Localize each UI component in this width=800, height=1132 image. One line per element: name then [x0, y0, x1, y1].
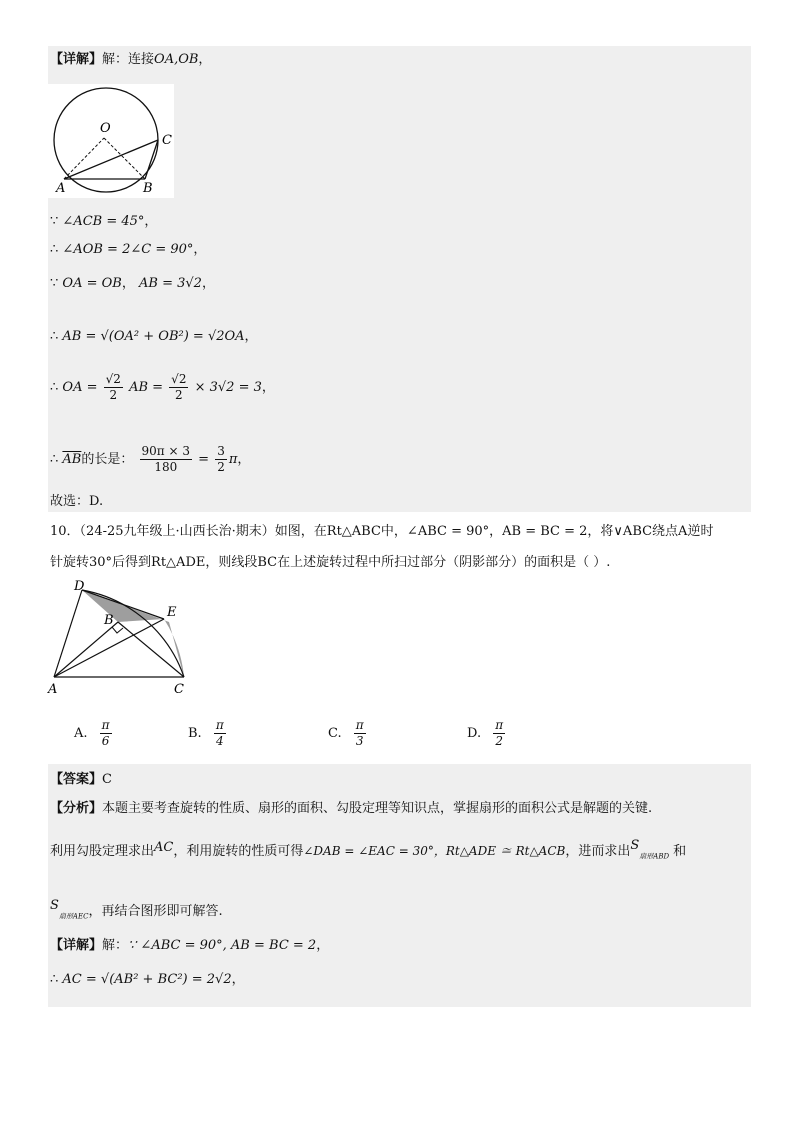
- fraction-denominator: 180: [154, 460, 178, 474]
- step-2: [50, 242, 206, 258]
- therefore-symbol: ∴: [50, 972, 59, 987]
- analysis-tag: 【分析】: [50, 801, 103, 816]
- fraction-denominator: 4: [215, 734, 224, 748]
- fraction-numerator: π: [215, 718, 224, 732]
- detail-line: [50, 52, 211, 68]
- right-angle-mark: [112, 627, 123, 633]
- step-4-expr: AB = √(OA² + OB²) = √2OA: [62, 329, 245, 344]
- step-5-lhs: OA =: [62, 380, 98, 395]
- fraction: [169, 372, 188, 403]
- label-O: O: [100, 121, 111, 136]
- segment-AC-label: AC: [154, 840, 174, 855]
- fraction-denominator: 3: [355, 734, 364, 748]
- circle-figure: [48, 84, 174, 198]
- fraction-numerator: π: [101, 718, 110, 732]
- fraction: [100, 718, 112, 749]
- text: 利用勾股定理求出: [50, 844, 155, 859]
- comma: ，: [244, 329, 258, 344]
- detail-line-2: [50, 938, 329, 954]
- label-B: B: [143, 181, 153, 196]
- rotation-figure: [44, 578, 194, 700]
- step-3-expr-b: AB = 3√2: [139, 276, 202, 291]
- step-1: [50, 214, 157, 230]
- detail-prefix: 解：: [102, 938, 129, 953]
- fraction: [493, 718, 505, 749]
- comma: ，: [193, 242, 207, 257]
- option-a[interactable]: [74, 718, 114, 749]
- arc-AB: $\overline{AB}$: [62, 452, 82, 467]
- option-d[interactable]: [467, 718, 507, 749]
- step-1-expr: ∠ACB = 45°: [62, 214, 145, 229]
- equals: =: [198, 452, 210, 467]
- answer-tag: 【答案】: [50, 772, 103, 787]
- connect-segments: OA,OB: [154, 52, 199, 67]
- step-6: [50, 444, 250, 475]
- step-5: [50, 372, 275, 403]
- text: 和: [673, 844, 687, 859]
- option-letter: A.: [74, 726, 88, 741]
- answer-line: [50, 772, 112, 788]
- label-A: A: [56, 181, 66, 196]
- fraction-denominator: 2: [217, 460, 225, 474]
- step-5-rhs: × 3√2 = 3: [194, 380, 262, 395]
- question-10-line-1: 10．（24-25九年级上·山西长治·期末）如图，在Rt△ABC中，∠ABC = 90°，AB = BC = 2，将∨ABC绕点A逆时: [50, 524, 714, 539]
- comma: ，: [198, 52, 212, 67]
- fraction-numerator: 90π × 3: [141, 444, 191, 458]
- choose-line: 故选：D.: [50, 494, 104, 509]
- fraction: [215, 444, 227, 475]
- therefore-symbol: ∴: [50, 452, 59, 467]
- analysis-line-3: [50, 898, 223, 921]
- option-letter: D.: [467, 726, 482, 741]
- fraction-numerator: π: [355, 718, 364, 732]
- step-4: [50, 329, 258, 345]
- fraction-denominator: 2: [174, 388, 183, 402]
- area-symbol: S: [630, 838, 640, 853]
- analysis-text: 本题主要考查旋转的性质、扇形的面积、勾股定理等知识点，掌握扇形的面积公式是解题的关键.: [102, 801, 653, 816]
- text: ，进而求出: [565, 844, 631, 859]
- area-symbol: S: [50, 898, 59, 913]
- analysis-line-2: [50, 838, 686, 861]
- comma: ，: [144, 214, 158, 229]
- label-C: C: [162, 133, 172, 148]
- fraction-denominator: 6: [101, 734, 110, 748]
- therefore-symbol: ∴: [50, 380, 59, 395]
- therefore-symbol: ∴: [50, 242, 59, 257]
- fraction-numerator: 3: [217, 444, 225, 458]
- detail-prefix: 解：连接: [102, 52, 155, 67]
- fraction: [140, 444, 192, 475]
- option-c[interactable]: [328, 718, 368, 749]
- step-3-expr-a: OA = OB: [62, 276, 122, 291]
- fraction-denominator: 2: [495, 734, 503, 748]
- final-expr: AC = √(AB² + BC²) = 2√2: [62, 972, 232, 987]
- answer-value: C: [102, 772, 112, 787]
- label-C: C: [174, 682, 184, 697]
- label-A: A: [48, 682, 58, 697]
- detail-tag: 【详解】: [50, 938, 103, 953]
- fraction: [104, 372, 123, 403]
- text: ，再结合图形即可解答.: [88, 904, 223, 919]
- text: ，利用旋转的性质可得: [173, 844, 304, 859]
- detail-tag: 【详解】: [50, 52, 103, 67]
- label-D: D: [74, 579, 85, 594]
- fraction-numerator: √2: [105, 372, 121, 386]
- step-3: [50, 276, 215, 292]
- comma: ，: [121, 276, 135, 291]
- because-symbol: ∵: [50, 214, 59, 229]
- option-letter: B.: [188, 726, 202, 741]
- step-5-mid: AB =: [129, 380, 164, 395]
- pi: π: [228, 452, 238, 467]
- fraction: [214, 718, 226, 749]
- comma: ，: [237, 452, 251, 467]
- fraction: [354, 718, 366, 749]
- area-subscript: 扇形AEC: [58, 912, 89, 921]
- area-subscript: 扇形ABD: [639, 852, 670, 861]
- option-b[interactable]: [188, 718, 228, 749]
- segment-AB: [54, 622, 118, 677]
- because-symbol: ∵: [50, 276, 59, 291]
- question-10-line-2: 针旋转30°后得到Rt△ADE，则线段BC在上述旋转过程中所扫过部分（阴影部分）的面积是（ ）.: [50, 555, 611, 570]
- option-letter: C.: [328, 726, 342, 741]
- detail-expr: ∵ ∠ABC = 90°, AB = BC = 2: [128, 938, 317, 953]
- comma: ，: [316, 938, 330, 953]
- segment-BC: [118, 622, 184, 677]
- analysis-line: [50, 801, 652, 817]
- label-B: B: [104, 613, 114, 628]
- comma: ，: [261, 380, 275, 395]
- fraction-denominator: 2: [109, 388, 118, 402]
- rotation-expr: ∠DAB = ∠EAC = 30°，Rt△ADE ≅ Rt△ACB: [303, 844, 566, 858]
- comma: ，: [231, 972, 245, 987]
- step-2-expr: ∠AOB = 2∠C = 90°: [62, 242, 194, 257]
- step-6-text: 的长是：: [81, 452, 134, 467]
- comma: ，: [201, 276, 215, 291]
- final-line: [50, 972, 245, 988]
- therefore-symbol: ∴: [50, 329, 59, 344]
- fraction-numerator: √2: [171, 372, 187, 386]
- label-E: E: [167, 605, 177, 620]
- fraction-numerator: π: [495, 718, 504, 732]
